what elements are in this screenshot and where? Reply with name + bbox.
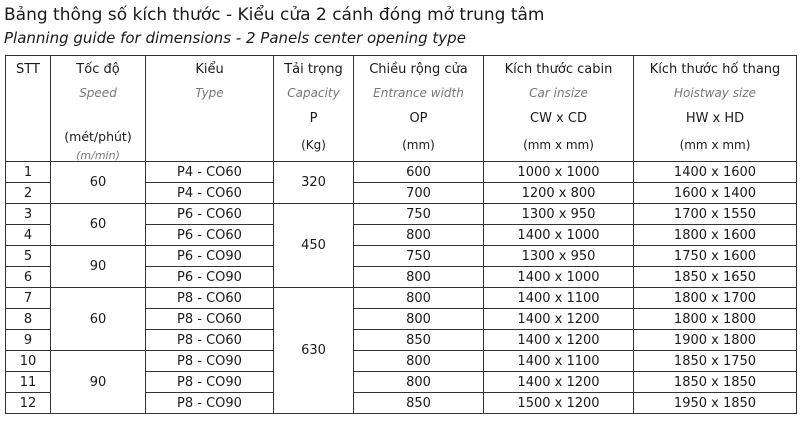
header-label-en: Entrance width [373,86,464,100]
cell-entrance-width: 750 [354,246,484,267]
cell-cabin-size: 1400 x 1100 [484,288,634,309]
cell-cabin-size: 1300 x 950 [484,204,634,225]
cell-cabin-size: 1400 x 1000 [484,267,634,288]
cell-type: P8 - CO60 [146,288,274,309]
cell-stt: 1 [6,162,51,183]
cell-stt: 7 [6,288,51,309]
cell-speed: 60 [51,162,146,204]
header-stt [6,56,51,162]
cell-entrance-width: 800 [354,309,484,330]
cell-type: P6 - CO90 [146,246,274,267]
header-label: Chiều rộng cửa [369,62,468,77]
table-header-row [6,56,797,162]
cell-cabin-size: 1200 x 800 [484,183,634,204]
header-cabin-size [484,56,634,162]
header-type [146,56,274,162]
cell-stt: 9 [6,330,51,351]
cell-cabin-size: 1500 x 1200 [484,393,634,414]
cell-type: P6 - CO90 [146,267,274,288]
cell-speed: 60 [51,204,146,246]
cell-entrance-width: 600 [354,162,484,183]
cell-type: P6 - CO60 [146,225,274,246]
cell-hoistway-size: 1850 x 1650 [634,267,797,288]
cell-capacity: 630 [274,288,354,414]
header-speed [51,56,146,162]
header-unit-en: (m/min) [76,149,120,162]
cell-type: P8 - CO60 [146,330,274,351]
cell-cabin-size: 1400 x 1200 [484,330,634,351]
cell-entrance-width: 800 [354,372,484,393]
header-unit: (mm x mm) [679,138,751,152]
table-row [6,246,797,267]
header-unit: (mét/phút) [64,129,132,144]
header-symbol: CW x CD [530,111,587,126]
header-label: Kiểu [195,62,224,77]
table-row [6,351,797,372]
cell-entrance-width: 850 [354,330,484,351]
dimension-table [5,55,797,414]
header-unit: (mm) [402,138,435,152]
cell-stt: 8 [6,309,51,330]
cell-type: P8 - CO90 [146,351,274,372]
cell-type: P8 - CO90 [146,393,274,414]
cell-stt: 6 [6,267,51,288]
cell-entrance-width: 800 [354,288,484,309]
cell-capacity: 450 [274,204,354,288]
cell-type: P8 - CO90 [146,372,274,393]
cell-entrance-width: 750 [354,204,484,225]
header-label-en: Speed [79,86,117,100]
header-label-en: Car insize [529,86,588,100]
cell-cabin-size: 1400 x 1200 [484,309,634,330]
page-title: Bảng thông số kích thước - Kiểu cửa 2 cánh đóng mở trung tâm [4,5,545,25]
header-capacity [274,56,354,162]
cell-stt: 4 [6,225,51,246]
cell-type: P8 - CO60 [146,309,274,330]
cell-hoistway-size: 1800 x 1700 [634,288,797,309]
cell-hoistway-size: 1600 x 1400 [634,183,797,204]
cell-cabin-size: 1400 x 1100 [484,351,634,372]
header-label: Kích thước cabin [504,62,613,77]
cell-cabin-size: 1400 x 1200 [484,372,634,393]
header-label-en: Type [195,86,224,100]
table-row [6,204,797,225]
header-unit: (Kg) [301,138,326,152]
header-entrance-width [354,56,484,162]
header-label-en: Hoistway size [673,86,756,100]
cell-stt: 5 [6,246,51,267]
header-unit: (mm x mm) [523,138,594,152]
header-label: STT [16,62,40,77]
cell-hoistway-size: 1750 x 1600 [634,246,797,267]
cell-entrance-width: 850 [354,393,484,414]
header-label: Tải trọng [284,62,343,77]
cell-stt: 10 [6,351,51,372]
table-row [6,288,797,309]
cell-hoistway-size: 1800 x 1600 [634,225,797,246]
cell-type: P4 - CO60 [146,162,274,183]
cell-hoistway-size: 1800 x 1800 [634,309,797,330]
cell-hoistway-size: 1850 x 1750 [634,351,797,372]
table-row [6,162,797,183]
header-symbol: OP [409,111,428,126]
header-symbol: P [309,111,318,126]
cell-stt: 3 [6,204,51,225]
cell-hoistway-size: 1700 x 1550 [634,204,797,225]
cell-hoistway-size: 1850 x 1850 [634,372,797,393]
cell-hoistway-size: 1950 x 1850 [634,393,797,414]
page-subtitle: Planning guide for dimensions - 2 Panels center opening type [4,29,466,47]
cell-speed: 90 [51,246,146,288]
cell-entrance-width: 800 [354,351,484,372]
cell-hoistway-size: 1900 x 1800 [634,330,797,351]
cell-cabin-size: 1000 x 1000 [484,162,634,183]
cell-capacity: 320 [274,162,354,204]
header-hoistway-size [634,56,797,162]
cell-speed: 90 [51,351,146,414]
cell-speed: 60 [51,288,146,351]
cell-cabin-size: 1300 x 950 [484,246,634,267]
cell-entrance-width: 800 [354,267,484,288]
cell-type: P4 - CO60 [146,183,274,204]
cell-hoistway-size: 1400 x 1600 [634,162,797,183]
header-symbol: HW x HD [685,111,745,126]
cell-stt: 11 [6,372,51,393]
header-label-en: Capacity [287,86,340,100]
cell-stt: 2 [6,183,51,204]
cell-entrance-width: 700 [354,183,484,204]
cell-type: P6 - CO60 [146,204,274,225]
cell-entrance-width: 800 [354,225,484,246]
header-label: Tốc độ [76,62,120,77]
header-label: Kích thước hố thang [649,62,781,77]
cell-stt: 12 [6,393,51,414]
cell-cabin-size: 1400 x 1000 [484,225,634,246]
